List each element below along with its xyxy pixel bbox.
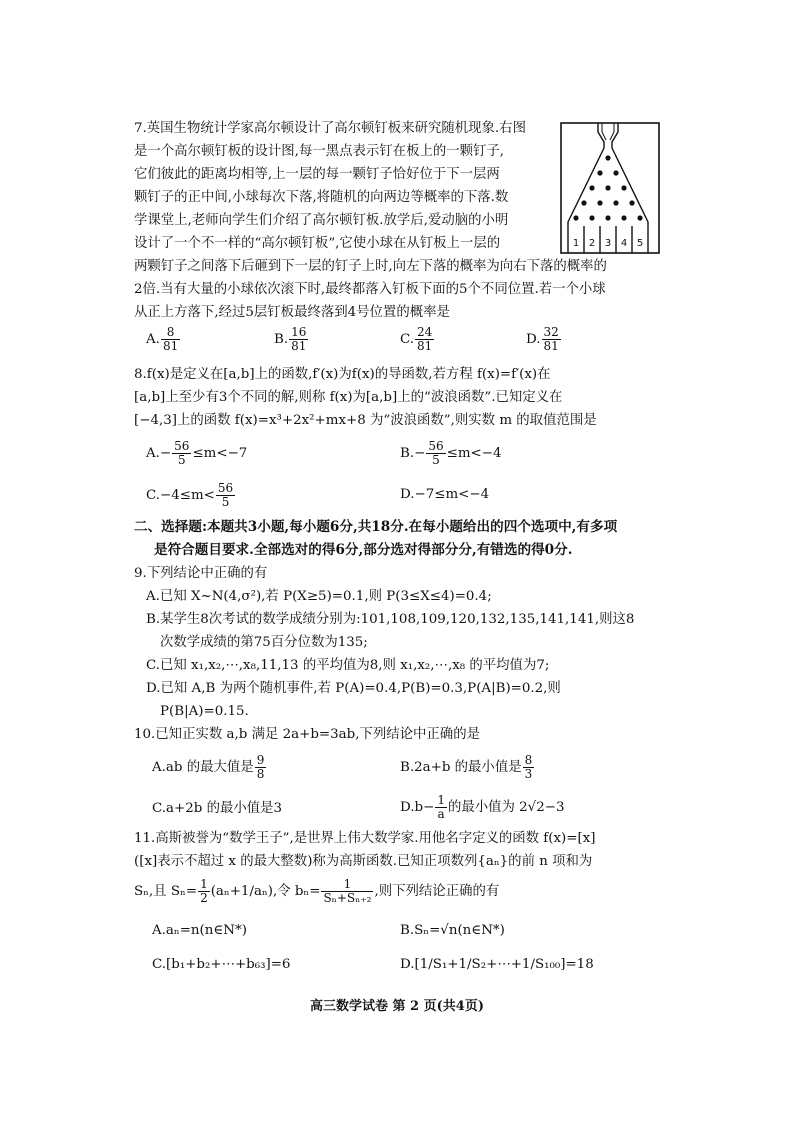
- slot-label: 1: [572, 238, 580, 249]
- q8-option-a: A.− $\frac{56}{5}$ ≤m<−7: [146, 439, 248, 467]
- section-2-line: 二、选择题:本题共3小题,每小题6分,共18分.在每小题给出的四个选项中,有多项: [134, 519, 618, 535]
- q7-line: 设计了一个不一样的“高尔顿钉板”,它使小球在从钉板上一层的: [134, 236, 501, 251]
- q10-stem: 10.已知正实数 a,b 满足 2a+b=3ab,下列结论中正确的是: [134, 727, 480, 742]
- galton-board-figure: [560, 122, 660, 254]
- q7-option-c: C. $\frac{24}{81}$: [400, 325, 433, 353]
- section-2-header: [134, 516, 662, 562]
- q11-option-d: D.[1/S₁+1/S₂+⋯+1/S₁₀₀]=18: [400, 957, 594, 972]
- q11-line: Sₙ,且 Sₙ= $\frac{1}{2}$ (aₙ+1/aₙ),令 bₙ= $\frac{1}{\text{Sₙ+Sₙ₊₂}}$ ,则下列结论正确的有: [134, 877, 500, 905]
- q11-option-c: C.[b₁+b₂+⋯+b₆₃]=6: [152, 957, 291, 972]
- q8-option-b: B.− $\frac{56}{5}$ ≤m<−4: [400, 439, 502, 467]
- q10-option-b: B.2a+b 的最小值是 $\frac{8}{3}$: [400, 753, 533, 781]
- q7-line: 7.英国生物统计学家高尔顿设计了高尔顿钉板来研究随机现象.右图: [134, 121, 526, 136]
- q7-line: 2倍.当有大量的小球依次滚下时,最终都落入钉板下面的5个不同位置.若一个小球: [134, 282, 606, 297]
- page-footer: 高三数学试卷 第 2 页(共4页): [310, 999, 484, 1014]
- q7-line: 两颗钉子之间落下后砸到下一层的钉子上时,向左下落的概率为向右下落的概率的: [134, 259, 607, 274]
- q7-line: 从正上方落下,经过5层钉板最终落到4号位置的概率是: [134, 305, 450, 320]
- q8-line: [−4,3]上的函数 f(x)=x³+2x²+mx+8 为“波浪函数”,则实数 m 的取值范围是: [134, 413, 597, 428]
- q7-option-a: A. $\frac{8}{81}$: [146, 325, 179, 353]
- q7-line: 颗钉子的正中间,小球每次下落,将随机的向两边等概率的下落.数: [134, 190, 509, 205]
- q9-option-d: D.已知 A,B 为两个随机事件,若 P(A)=0.4,P(B)=0.3,P(A|B)=0.2,则: [146, 681, 561, 696]
- q10-option-a: A.ab 的最大值是 $\frac{9}{8}$: [152, 753, 265, 781]
- q9-option-a: A.已知 X~N(4,σ²),若 P(X≥5)=0.1,则 P(3≤X≤4)=0.4;: [146, 589, 492, 604]
- q9-stem: 9.下列结论中正确的有: [134, 566, 268, 581]
- q11-option-b: B.Sₙ=√n(n∈N*): [400, 923, 505, 938]
- q10-option-d: D.b− $\frac{1}{a}$ 的最小值为 2√2−3: [400, 793, 565, 821]
- q8-option-d: D.−7≤m<−4: [400, 487, 490, 502]
- q11-option-a: A.aₙ=n(n∈N*): [152, 923, 247, 938]
- q8-line: [a,b]上至少有3个不同的解,则称 f(x)为[a,b]上的“波浪函数”.已知定义在: [134, 390, 563, 405]
- slot-label: 4: [620, 238, 628, 249]
- q9-option-d-cont: P(B|A)=0.15.: [160, 704, 249, 719]
- slot-label: 5: [636, 238, 644, 249]
- q7-line: 它们彼此的距离均相等,上一层的每一颗钉子恰好位于下一层两: [134, 167, 500, 182]
- q8-option-c: C.−4≤m< $\frac{56}{5}$: [146, 481, 234, 509]
- q9-option-b-cont: 次数学成绩的第75百分位数为135;: [160, 635, 368, 650]
- q7-option-b: B. $\frac{16}{81}$: [274, 325, 307, 353]
- q8-line: 8.f(x)是定义在[a,b]上的函数,f′(x)为f(x)的导函数,若方程 f(x)=f′(x)在: [134, 367, 551, 382]
- slot-label: 3: [604, 238, 612, 249]
- q11-line: 11.高斯被誉为“数学王子”,是世界上伟大数学家.用他名字定义的函数 f(x)=[x]: [134, 831, 596, 846]
- q9-option-b: B.某学生8次考试的数学成绩分别为:101,108,109,120,132,135,141,141,则这8: [146, 612, 635, 627]
- q7-line: 学课堂上,老师向学生们介绍了高尔顿钉板.放学后,爱动脑的小明: [134, 213, 509, 228]
- q7-line: 是一个高尔顿钉板的设计图,每一黑点表示钉在板上的一颗钉子,: [134, 144, 505, 159]
- q9-option-c: C.已知 x₁,x₂,⋯,x₈,11,13 的平均值为8,则 x₁,x₂,⋯,x₈ 的平均值为7;: [146, 658, 550, 673]
- q10-option-c: C.a+2b 的最小值是3: [152, 801, 283, 816]
- q11-line: ([x]表示不超过 x 的最大整数)称为高斯函数.已知正项数列{aₙ}的前 n 项和为: [134, 854, 593, 869]
- q7-option-d: D. $\frac{32}{81}$: [526, 325, 559, 353]
- section-2-line: 是符合题目要求.全部选对的得6分,部分选对得部分分,有错选的得0分.: [154, 542, 573, 558]
- slot-label: 2: [588, 238, 596, 249]
